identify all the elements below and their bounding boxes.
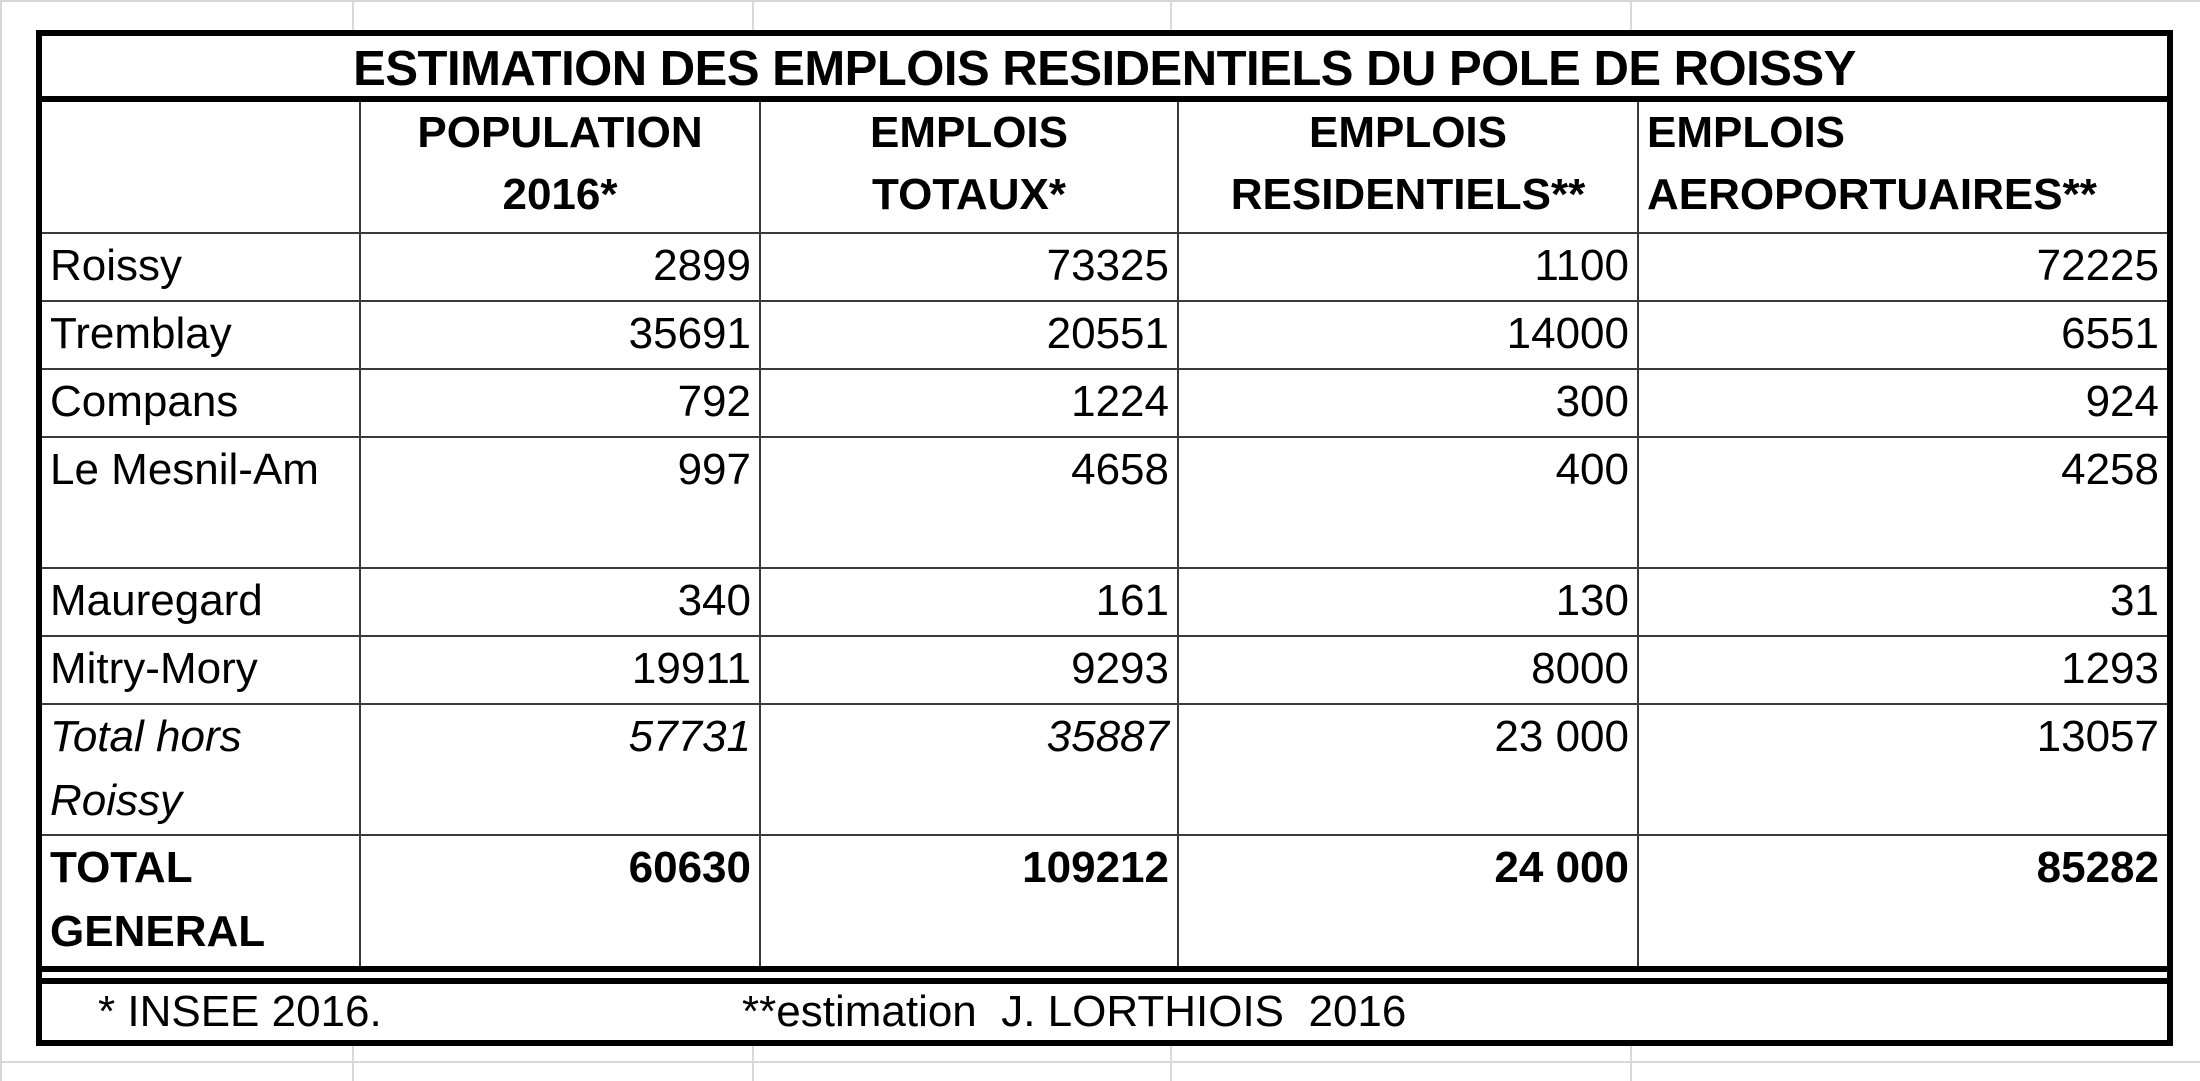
cell-emplois-aeroportuaires[interactable]: 31 bbox=[1638, 568, 2167, 636]
cell-emplois-residentiels[interactable]: 8000 bbox=[1178, 636, 1638, 704]
cell-population[interactable]: 19911 bbox=[360, 636, 760, 704]
table-row bbox=[42, 369, 2167, 437]
cell-emplois-totaux[interactable]: 20551 bbox=[760, 301, 1178, 369]
cell-commune[interactable]: TOTAL GENERAL bbox=[42, 835, 360, 969]
cell-emplois-aeroportuaires[interactable]: 924 bbox=[1638, 369, 2167, 437]
cell-population[interactable]: 997 bbox=[360, 437, 760, 568]
cell-population[interactable]: 60630 bbox=[360, 835, 760, 969]
cell-emplois-residentiels[interactable]: 130 bbox=[1178, 568, 1638, 636]
cell-emplois-residentiels[interactable]: 23 000 bbox=[1178, 704, 1638, 835]
subtotal-row bbox=[42, 704, 2167, 835]
cell-emplois-residentiels[interactable]: 14000 bbox=[1178, 301, 1638, 369]
cell-emplois-totaux[interactable]: 109212 bbox=[760, 835, 1178, 969]
header-cell-population[interactable]: POPULATION 2016* bbox=[360, 102, 760, 233]
cell-population[interactable]: 340 bbox=[360, 568, 760, 636]
table-row bbox=[42, 437, 2167, 568]
cell-commune[interactable]: Compans bbox=[42, 369, 360, 437]
cell-emplois-residentiels[interactable]: 300 bbox=[1178, 369, 1638, 437]
cell-emplois-totaux[interactable]: 4658 bbox=[760, 437, 1178, 568]
cell-commune[interactable]: Le Mesnil-Am bbox=[42, 437, 360, 568]
cell-emplois-residentiels[interactable]: 24 000 bbox=[1178, 835, 1638, 969]
table-row bbox=[42, 301, 2167, 369]
cell-emplois-residentiels[interactable]: 1100 bbox=[1178, 233, 1638, 301]
header-cell-emplois-totaux[interactable]: EMPLOIS TOTAUX* bbox=[760, 102, 1178, 233]
cell-emplois-aeroportuaires[interactable]: 13057 bbox=[1638, 704, 2167, 835]
total-row bbox=[42, 835, 2167, 969]
cell-emplois-aeroportuaires[interactable]: 6551 bbox=[1638, 301, 2167, 369]
cell-population[interactable]: 35691 bbox=[360, 301, 760, 369]
cell-commune[interactable]: Mauregard bbox=[42, 568, 360, 636]
cell-emplois-aeroportuaires[interactable]: 72225 bbox=[1638, 233, 2167, 301]
cell-population[interactable]: 792 bbox=[360, 369, 760, 437]
data-table bbox=[42, 102, 2167, 972]
footnote-row[interactable] bbox=[42, 978, 2167, 1040]
header-row bbox=[42, 102, 2167, 233]
cell-population[interactable]: 57731 bbox=[360, 704, 760, 835]
cell-emplois-totaux[interactable]: 1224 bbox=[760, 369, 1178, 437]
header-cell-commune[interactable] bbox=[42, 102, 360, 233]
cell-commune[interactable]: Roissy bbox=[42, 233, 360, 301]
table-title[interactable]: ESTIMATION DES EMPLOIS RESIDENTIELS DU POLE DE ROISSY bbox=[42, 36, 2167, 102]
footnote-estimation: **estimation J. LORTHIOIS 2016 bbox=[742, 987, 1407, 1036]
cell-emplois-totaux[interactable]: 161 bbox=[760, 568, 1178, 636]
cell-emplois-totaux[interactable]: 35887 bbox=[760, 704, 1178, 835]
table-row bbox=[42, 568, 2167, 636]
spreadsheet-table bbox=[36, 30, 2173, 1046]
cell-emplois-aeroportuaires[interactable]: 1293 bbox=[1638, 636, 2167, 704]
cell-population[interactable]: 2899 bbox=[360, 233, 760, 301]
cell-emplois-totaux[interactable]: 9293 bbox=[760, 636, 1178, 704]
cell-commune[interactable]: Total hors Roissy bbox=[42, 704, 360, 835]
cell-emplois-totaux[interactable]: 73325 bbox=[760, 233, 1178, 301]
header-cell-emplois-aeroportuaires[interactable]: EMPLOIS AEROPORTUAIRES** bbox=[1638, 102, 2167, 233]
cell-commune[interactable]: Tremblay bbox=[42, 301, 360, 369]
cell-emplois-aeroportuaires[interactable]: 4258 bbox=[1638, 437, 2167, 568]
cell-emplois-aeroportuaires[interactable]: 85282 bbox=[1638, 835, 2167, 969]
header-cell-emplois-residentiels[interactable]: EMPLOIS RESIDENTIELS** bbox=[1178, 102, 1638, 233]
footnote-insee: * INSEE 2016. bbox=[98, 987, 382, 1036]
table-row bbox=[42, 233, 2167, 301]
cell-commune[interactable]: Mitry-Mory bbox=[42, 636, 360, 704]
table-row bbox=[42, 636, 2167, 704]
sheet-gridline bbox=[0, 1061, 2200, 1063]
cell-emplois-residentiels[interactable]: 400 bbox=[1178, 437, 1638, 568]
